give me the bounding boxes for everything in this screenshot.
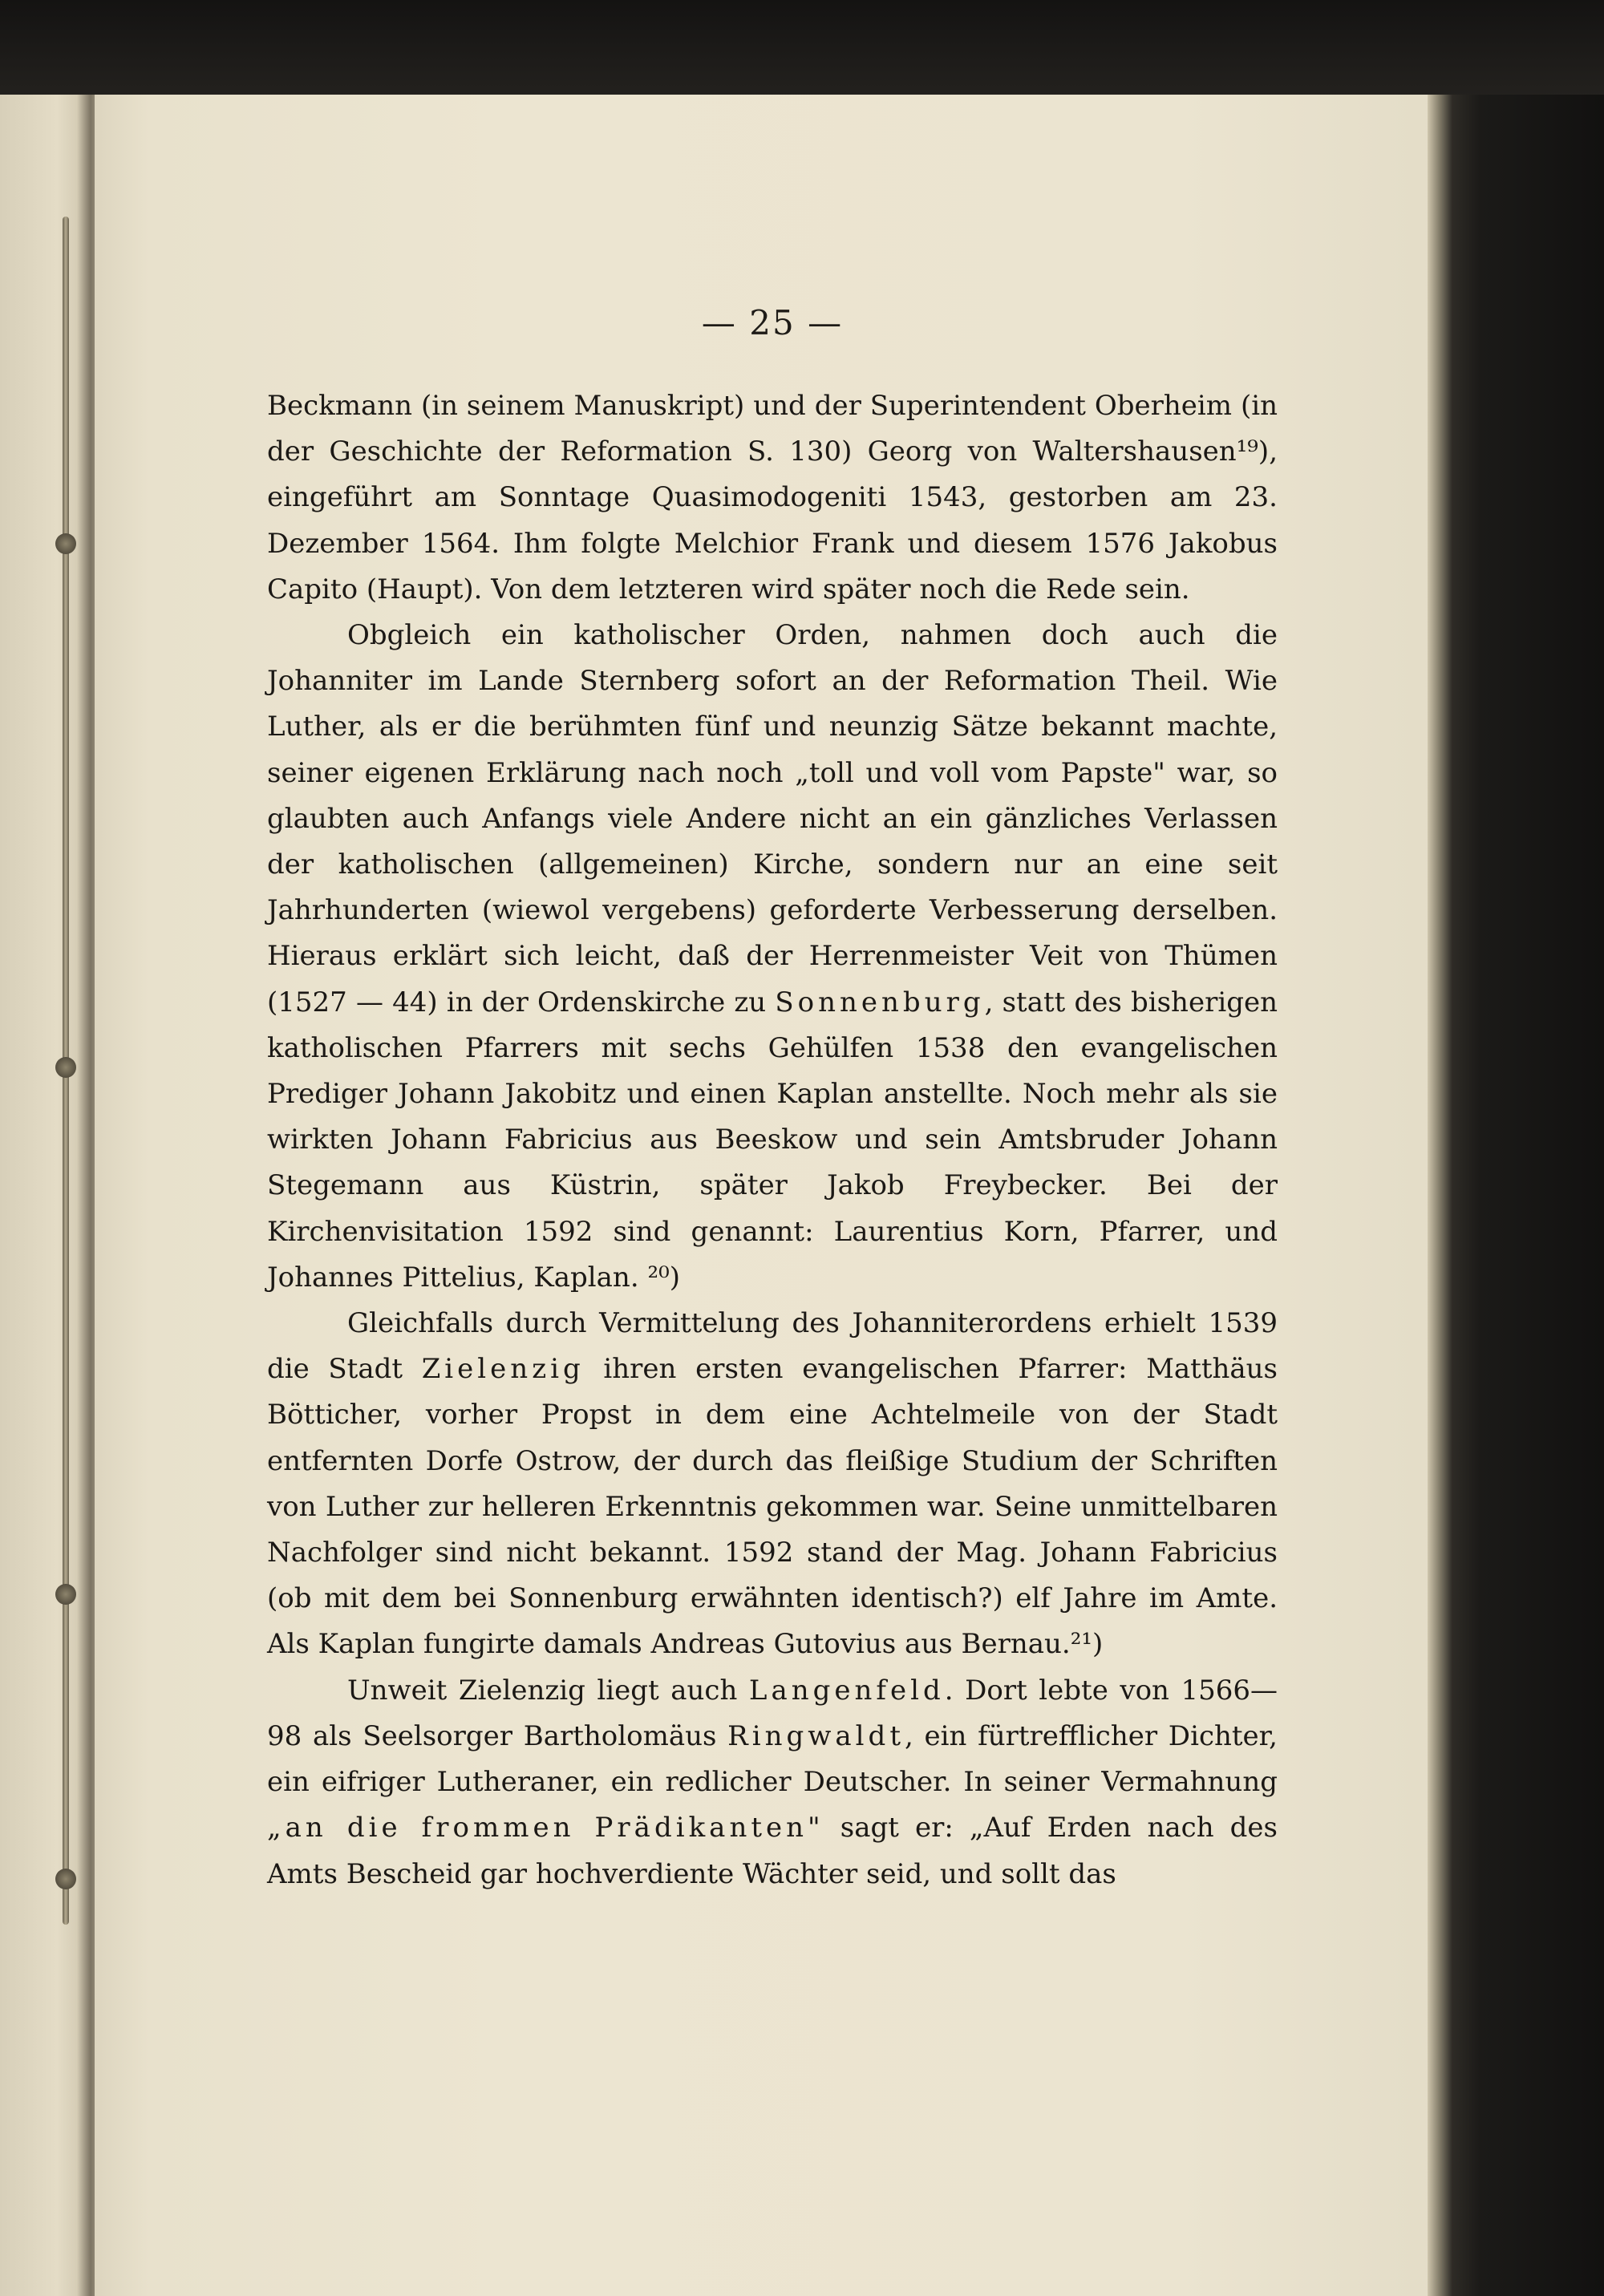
paragraph-text: Obgleich ein katholischer Orden, nahmen doch auch die Johanniter im Lande Sternberg sofort an der Reformation Theil. Wie Luther, als er die berühmten fünf und neunzig Sätze bekannt machte, seiner eigenen Erklärung nach noch „toll und voll vom Papste" war, so glaubten auch Anfangs viele Andere nicht an ein gänzliches Verlassen der katholischen (allgemeinen) Kirche, sondern nur an eine seit Jahrhunderten (wiewol vergebens) geforderte Verbesserung derselben. Hieraus erklärt sich leicht, daß der Herrenmeister Veit von Thümen (1527 — 44) in der Ordenskirche zu	[267, 619, 1278, 1018]
book-page	[95, 95, 1450, 2296]
binding-knot-4	[55, 1869, 76, 1889]
paragraph	[267, 1301, 1278, 1668]
person-name: Ringwaldt	[727, 1719, 905, 1752]
quoted-title: „an die frommen Prädikanten"	[267, 1812, 824, 1844]
paragraph-text: Unweit Zielenzig liegt auch	[347, 1674, 738, 1707]
paragraph-text: Beckmann (in seinem Manuskript) und der Superintendent Oberheim (in der Geschichte der Reformation S. 130) Georg von Waltershausen¹⁹), eingeführt am Sonntage Quasimodogeniti 1543, gestorben am 23. Dezember 1564. Ihm folgte Melchior Frank und diesem 1576 Jakobus Capito (Haupt). Von dem letzteren wird später noch die Rede sein.	[267, 390, 1278, 605]
paragraph	[267, 1668, 1278, 1897]
paragraph-text: ihren ersten evangelischen Pfarrer: Matthäus Bötticher, vorher Propst in dem eine Achtelmeile von der Stadt entfernten Dorfe Ostrow, der durch das fleißige Studium der Schriften von Luther zur helleren Erkenntnis gekommen war. Seine unmittelbaren Nachfolger sind nicht bekannt. 1592 stand der Mag. Johann Fabricius (ob mit dem bei Sonnenburg erwähnten identisch?) elf Jahre im Amte. Als Kaplan fungirte damals Andreas Gutovius aus Bernau.²¹)	[267, 1353, 1278, 1661]
place-name: Zielenzig	[421, 1353, 585, 1386]
binding-knot-3	[55, 1584, 76, 1605]
paragraph-text: , ein fürtrefflicher Dichter, ein eifriger Lutheraner, ein redlicher Deutscher. In seiner Vermahnung	[267, 1719, 1278, 1799]
binding-knot-2	[55, 1057, 76, 1078]
place-name: Langenfeld	[748, 1674, 945, 1707]
paragraph	[267, 383, 1278, 613]
paragraph-text: . Dort lebte von 1566—98 als Seelsorger Bartholomäus	[267, 1674, 1278, 1752]
paragraph-text: Gleichfalls durch Vermittelung des Johanniterordens erhielt 1539 die Stadt	[267, 1307, 1278, 1386]
scanner-background	[0, 0, 1604, 96]
paragraph	[267, 613, 1278, 1301]
body-text	[267, 383, 1278, 1897]
paragraph-text: , statt des bisherigen katholischen Pfarrers mit sechs Gehülfen 1538 den evangelischen Prediger Johann Jakobitz und einen Kaplan anstellte. Noch mehr als sie wirkten Johann Fabricius aus Beeskow und sein Amtsbruder Johann Stegemann aus Küstrin, später Jakob Freybecker. Bei der Kirchenvisitation 1592 sind genannt: Laurentius Korn, Pfarrer, und Johannes Pittelius, Kaplan. ²⁰)	[267, 986, 1278, 1294]
place-name: Sonnenburg	[775, 986, 985, 1018]
page-number: — 25 —	[701, 303, 844, 342]
binding-knot-1	[55, 533, 76, 554]
page-right-edge	[1428, 95, 1604, 2296]
paragraph-text: sagt er: „Auf Erden nach des Amts Bescheid gar hochverdiente Wächter seid, und sollt das	[267, 1812, 1278, 1890]
